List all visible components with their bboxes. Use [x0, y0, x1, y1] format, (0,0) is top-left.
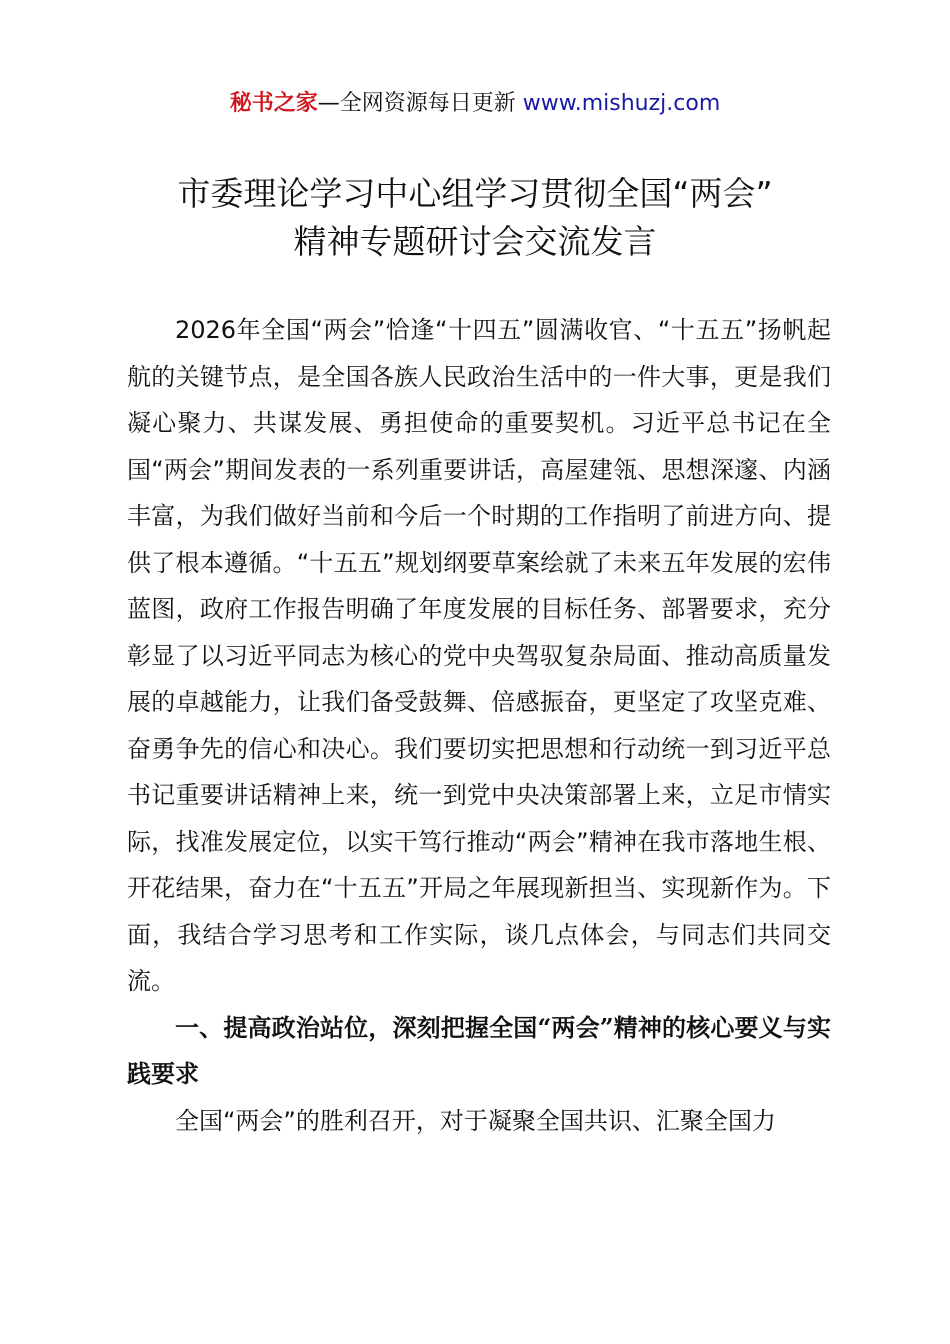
section-1-paragraph: 全国“两会”的胜利召开，对于凝聚全国共识、汇聚全国力	[175, 1106, 776, 1135]
site-header	[0, 88, 950, 120]
document-title	[0, 170, 950, 266]
intro-paragraph: 2026年全国“两会”恰逢“十四五”圆满收官、“十五五”扬帆起航的关键节点，是全国各族人民政治生活中的一件大事，更是我们凝心聚力、共谋发展、勇担使命的重要契机。习近平总书记在全国“两会”期间发表的一系列重要讲话，高屋建瓴、思想深邃、内涵丰富，为我们做好当前和今后一个时期的工作指明了前进方向、提供了根本遵循。“十五五”规划纲要草案绘就了未来五年发展的宏伟蓝图，政府工作报告明确了年度发展的目标任务、部署要求，充分彰显了以习近平同志为核心的党中央驾驭复杂局面、推动高质量发展的卓越能力，让我们备受鼓舞、倍感振奋，更坚定了攻坚克难、奋勇争先的信心和决心。我们要切实把思想和行动统一到习近平总书记重要讲话精神上来，统一到党中央决策部署上来，立足市情实际，找准发展定位，以实干笃行推动“两会”精神在我市落地生根、开花结果，奋力在“十五五”开局之年展现新担当、实现新作为。下面，我结合学习思考和工作实际，谈几点体会，与同志们共同交流。	[127, 316, 831, 995]
site-url[interactable]: www.mishuzj.com	[522, 91, 721, 116]
document-title-line-1: 市委理论学习中心组学习贯彻全国“两会”	[177, 174, 773, 213]
header-tagline: —全网资源每日更新	[317, 91, 516, 116]
document-body	[127, 307, 831, 1144]
section-heading-1: 一、提高政治站位，深刻把握全国“两会”精神的核心要义与实践要求	[127, 1012, 831, 1088]
brand-name: 秘书之家	[229, 91, 318, 116]
document-title-line-2: 精神专题研讨会交流发言	[293, 222, 657, 261]
